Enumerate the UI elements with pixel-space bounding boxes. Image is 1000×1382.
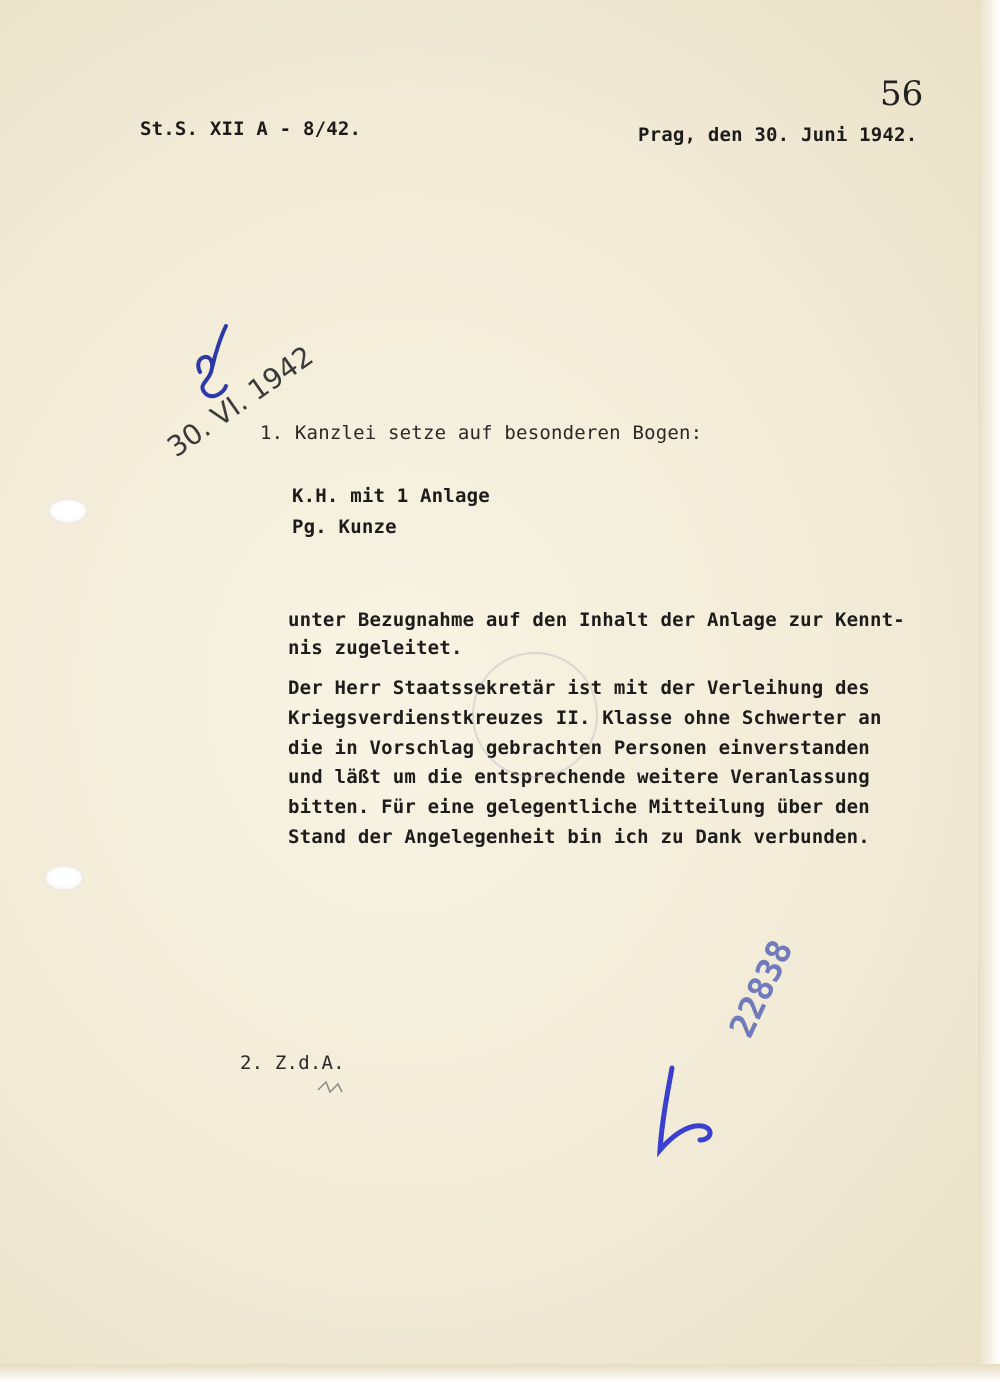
faded-stamp-circle bbox=[473, 653, 597, 777]
date-stamp-text: 30. VI. 1942 bbox=[161, 339, 320, 464]
pencil-initials bbox=[318, 1082, 342, 1092]
page-number: 56 bbox=[880, 74, 924, 114]
place-and-date: Prag, den 30. Juni 1942. bbox=[638, 124, 918, 146]
paragraph2-line: Stand der Angelegenheit bin ich zu Dank verbunden. bbox=[288, 826, 870, 848]
number-stamp-text: 22838 bbox=[721, 934, 802, 1044]
date-stamp bbox=[161, 339, 319, 463]
paragraph2-line: bitten. Für eine gelegentliche Mitteilung über den bbox=[288, 796, 870, 818]
paragraph2-line: die in Vorschlag gebrachten Personen einverstanden bbox=[288, 737, 870, 759]
reference-number: St.S. XII A - 8/42. bbox=[140, 118, 362, 140]
paragraph2-line: Kriegsverdienstkreuzes II. Klasse ohne Schwerter an bbox=[288, 707, 882, 729]
paragraph1-line: unter Bezugnahme auf den Inhalt der Anlage zur Kennt- bbox=[288, 609, 905, 631]
paragraph2-line: Der Herr Staatssekretär ist mit der Verleihung des bbox=[288, 677, 870, 699]
paragraph2-line: und läßt um die entsprechende weitere Veranlassung bbox=[288, 766, 870, 788]
blue-pencil-check bbox=[660, 1068, 710, 1150]
instruction-item-2: 2. Z.d.A. bbox=[240, 1052, 345, 1074]
blue-initial-mark bbox=[198, 326, 226, 396]
paragraph1-line: nis zugeleitet. bbox=[288, 637, 463, 659]
instruction-item-1: 1. Kanzlei setze auf besonderen Bogen: bbox=[260, 422, 703, 444]
recipient-line-1: K.H. mit 1 Anlage bbox=[292, 485, 490, 507]
number-stamp bbox=[722, 934, 802, 1044]
recipient-line-2: Pg. Kunze bbox=[292, 516, 397, 538]
